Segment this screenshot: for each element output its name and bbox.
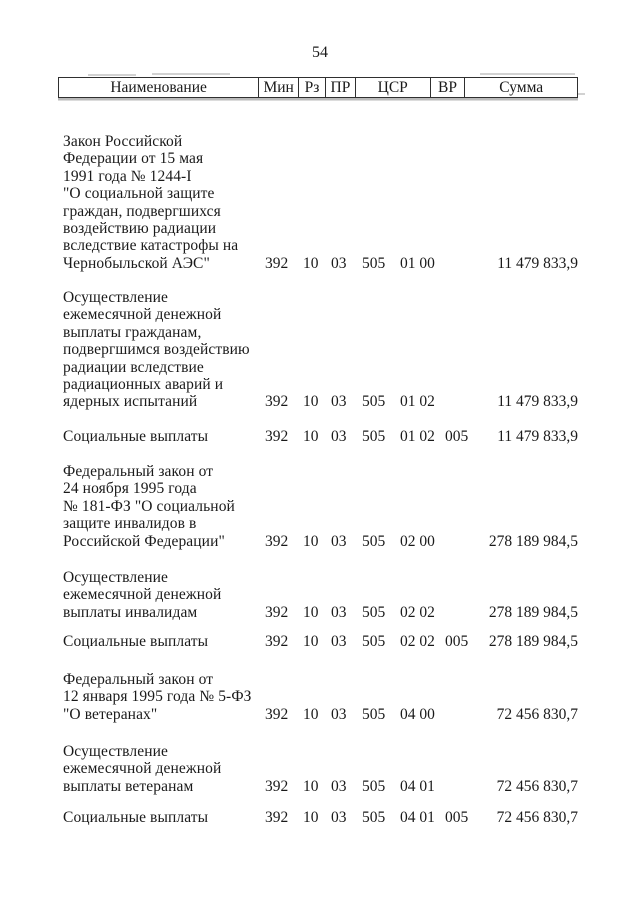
cell-sum: 11 479 833,9 [497, 428, 578, 445]
row-name: Социальные выплаты [63, 633, 209, 650]
cell-rz: 10 [303, 254, 319, 272]
cell-csr: 505 [362, 428, 386, 445]
cell-csr-sub: 04 01 [400, 777, 435, 795]
column-header-summa: Сумма [464, 78, 577, 97]
cell-rz: 10 [303, 428, 319, 445]
cell-rz: 10 [303, 809, 319, 826]
page-number: 54 [312, 44, 328, 61]
cell-min: 392 [265, 393, 289, 411]
cell-csr: 505 [362, 705, 386, 723]
column-header-pr: ПР [325, 78, 355, 97]
cell-csr: 505 [362, 532, 386, 550]
cell-min: 392 [265, 603, 289, 621]
cell-csr: 505 [362, 393, 386, 411]
cell-pr: 03 [331, 633, 347, 650]
cell-rz: 10 [303, 393, 319, 411]
cell-vr: 005 [445, 809, 469, 826]
row-name: Федеральный закон от 12 января 1995 года № 5-ФЗ "О ветеранах" [63, 671, 252, 723]
table-row [63, 809, 578, 826]
cell-min: 392 [265, 809, 289, 826]
row-name: Осуществление ежемесячной денежной выплаты ветеранам [63, 743, 222, 795]
cell-sum: 11 479 833,9 [497, 393, 578, 411]
cell-min: 392 [265, 705, 289, 723]
cell-rz: 10 [303, 603, 319, 621]
cell-pr: 03 [331, 603, 347, 621]
table-row [63, 569, 578, 621]
cell-sum: 72 456 830,7 [496, 777, 578, 795]
row-name: Федеральный закон от 24 ноября 1995 года № 181-ФЗ "О социальной защите инвалидов в Российской Федерации" [63, 463, 235, 550]
cell-min: 392 [265, 633, 289, 650]
cell-rz: 10 [303, 705, 319, 723]
cell-sum: 278 189 984,5 [488, 633, 578, 650]
table-row [63, 133, 578, 272]
cell-csr-sub: 01 02 [400, 393, 435, 411]
row-name: Социальные выплаты [63, 809, 209, 826]
cell-csr: 505 [362, 633, 386, 650]
cell-csr-sub: 02 00 [400, 532, 435, 550]
cell-pr: 03 [331, 809, 347, 826]
cell-sum: 278 189 984,5 [488, 603, 578, 621]
cell-pr: 03 [331, 254, 347, 272]
table-row [63, 463, 578, 550]
cell-csr-sub: 02 02 [400, 603, 435, 621]
cell-csr: 505 [362, 603, 386, 621]
column-header-name: Наименование [110, 78, 207, 96]
cell-min: 392 [265, 777, 289, 795]
cell-rz: 10 [303, 777, 319, 795]
column-header-rz: Рз [298, 78, 325, 97]
table-row [63, 743, 578, 795]
cell-rz: 10 [303, 633, 319, 650]
row-name: Осуществление ежемесячной денежной выплаты инвалидам [63, 569, 222, 621]
cell-min: 392 [265, 254, 289, 272]
column-header-vr: ВР [430, 78, 465, 97]
cell-sum: 72 456 830,7 [496, 809, 578, 826]
cell-min: 392 [265, 532, 289, 550]
cell-csr-sub: 01 00 [400, 254, 435, 272]
cell-vr: 005 [445, 633, 469, 650]
column-header-min: Мин [258, 78, 298, 97]
table-row [63, 633, 578, 650]
cell-csr-sub: 02 02 [400, 633, 435, 650]
table-row [63, 671, 578, 723]
cell-pr: 03 [331, 777, 347, 795]
row-name: Осуществление ежемесячной денежной выплаты гражданам, подвергшимся воздействию радиации вследствие радиационных аварий и ядерных испытаний [63, 289, 250, 411]
column-header-csr: ЦСР [355, 78, 430, 97]
cell-csr-sub: 01 02 [400, 428, 435, 445]
table-row [63, 289, 578, 411]
cell-pr: 03 [331, 532, 347, 550]
cell-pr: 03 [331, 393, 347, 411]
row-name: Закон Российской Федерации от 15 мая 1991 года № 1244-I "О социальной защите граждан, подвергшихся воздействию радиации вследствие катастрофы на Чернобыльской АЭС" [63, 133, 239, 272]
cell-rz: 10 [303, 532, 319, 550]
cell-csr: 505 [362, 777, 386, 795]
cell-vr: 005 [445, 428, 469, 445]
scan-artifact [480, 73, 575, 75]
cell-sum: 11 479 833,9 [497, 254, 578, 272]
row-name: Социальные выплаты [63, 428, 209, 445]
scan-artifact [88, 74, 136, 76]
cell-pr: 03 [331, 428, 347, 445]
cell-csr: 505 [362, 254, 386, 272]
cell-sum: 278 189 984,5 [488, 532, 578, 550]
cell-pr: 03 [331, 705, 347, 723]
table-header-row [58, 77, 578, 98]
cell-csr-sub: 04 00 [400, 705, 435, 723]
cell-csr-sub: 04 01 [400, 809, 435, 826]
scan-artifact [578, 93, 585, 95]
cell-sum: 72 456 830,7 [496, 705, 578, 723]
cell-min: 392 [265, 428, 289, 445]
table-row [63, 428, 578, 445]
cell-csr: 505 [362, 809, 386, 826]
scan-artifact [152, 73, 230, 75]
